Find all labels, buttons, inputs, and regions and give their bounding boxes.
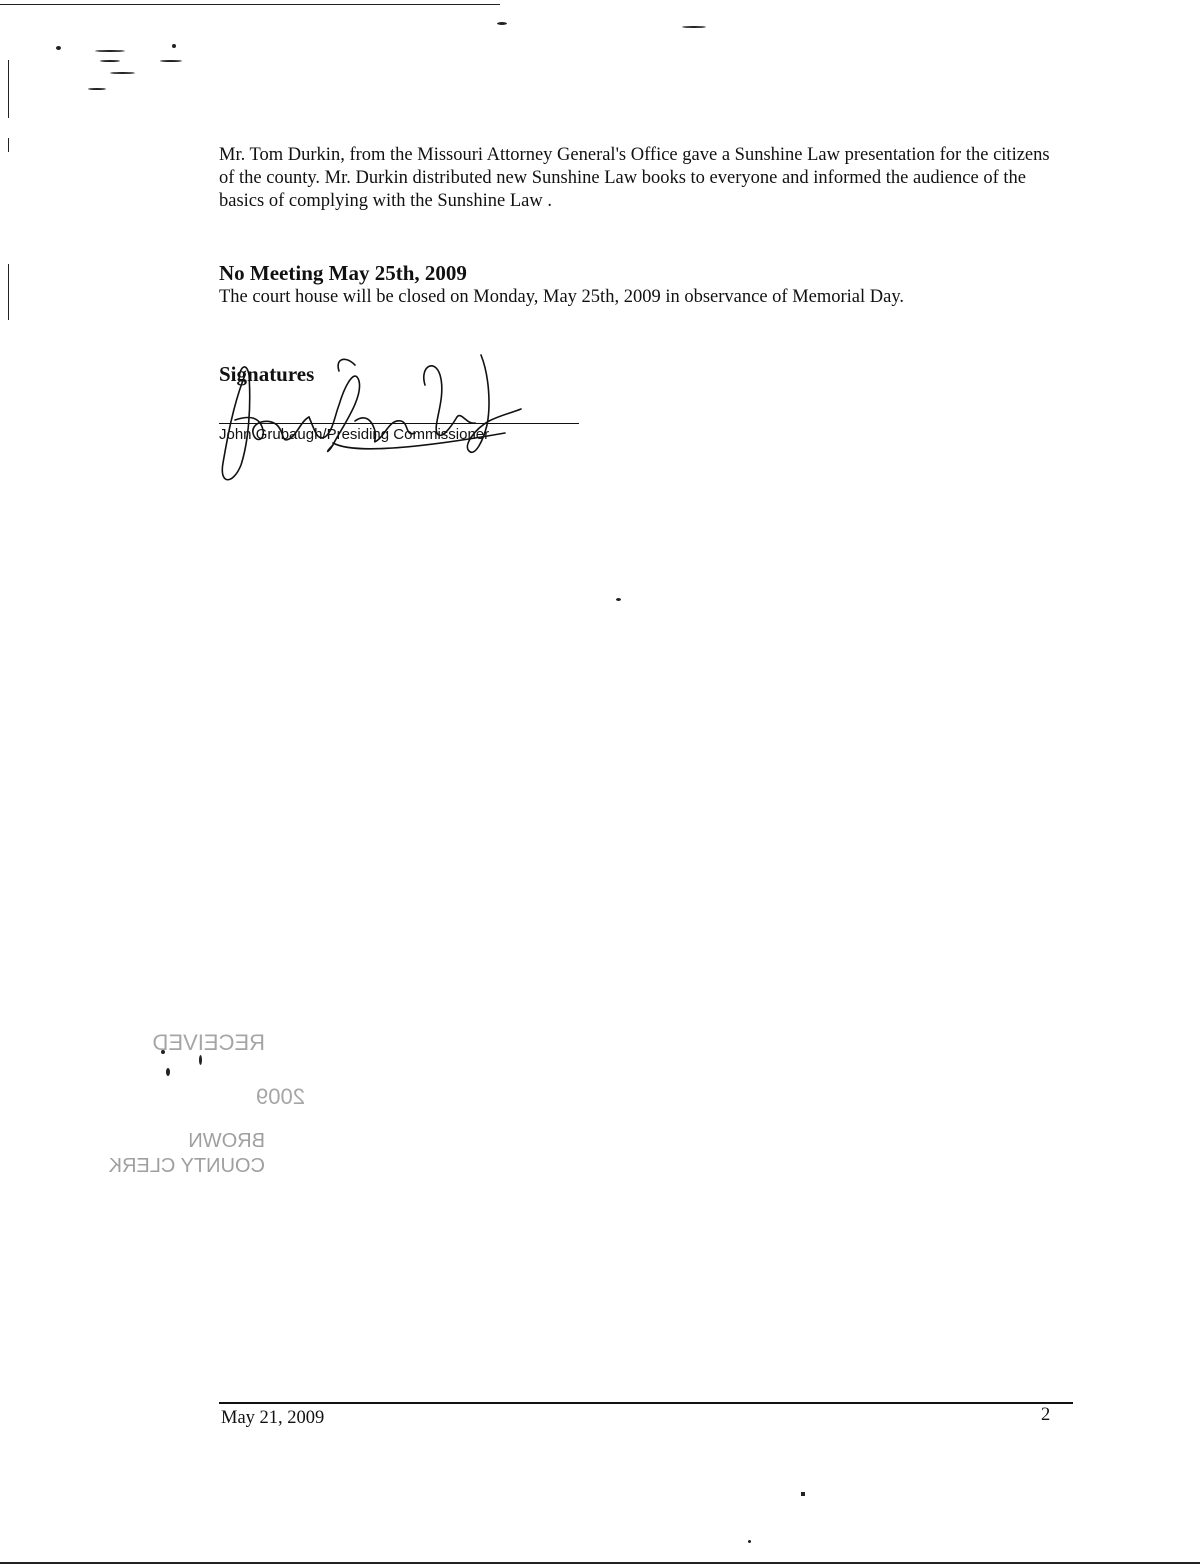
scan-margin-mark <box>8 138 9 152</box>
scan-speck <box>748 1540 751 1543</box>
footer-rule <box>219 1402 1073 1404</box>
scan-speck <box>801 1492 805 1496</box>
footer-date: May 21, 2009 <box>221 1408 325 1428</box>
scan-speck <box>110 72 135 74</box>
scan-speck <box>199 1055 202 1065</box>
page-number: 2 <box>1041 1405 1051 1425</box>
signatures-heading: Signatures <box>219 362 315 386</box>
svg-text:2009: 2009 <box>256 1084 305 1109</box>
handwritten-signature <box>205 345 535 490</box>
received-stamp-impression <box>108 1022 425 1182</box>
svg-text:BROWN: BROWN <box>188 1130 265 1152</box>
scan-speck <box>616 598 621 601</box>
scan-speck <box>88 88 106 90</box>
court-closed-notice: The court house will be closed on Monday, May 25th, 2009 in observance of Memorial Day. <box>219 287 905 307</box>
scan-speck <box>172 44 176 48</box>
presentation-paragraph: Mr. Tom Durkin, from the Missouri Attorney General's Office gave a Sunshine Law presentation for the citizens of the county. Mr. Durkin distributed new Sunshine Law books to everyone and informed the audience of the basics of complying with the Sunshine Law . <box>219 145 1050 211</box>
scan-speck <box>100 60 120 62</box>
no-meeting-heading: No Meeting May 25th, 2009 <box>219 261 467 285</box>
svg-text:RECEIVED: RECEIVED <box>152 1030 265 1055</box>
scan-margin-mark <box>8 60 9 118</box>
svg-text:COUNTY CLERK: COUNTY CLERK <box>108 1155 265 1177</box>
scan-speck <box>497 22 507 25</box>
scan-speck <box>95 50 125 52</box>
signature-caption: John Grubaugh/Presiding Commissioner <box>219 426 490 443</box>
scan-bottom-rule <box>0 1562 1200 1564</box>
scan-speck <box>682 26 706 28</box>
scan-top-rule <box>0 4 500 5</box>
scan-speck <box>166 1068 170 1076</box>
scan-speck <box>56 46 61 50</box>
scan-speck <box>160 60 182 62</box>
scan-margin-mark <box>8 264 9 320</box>
